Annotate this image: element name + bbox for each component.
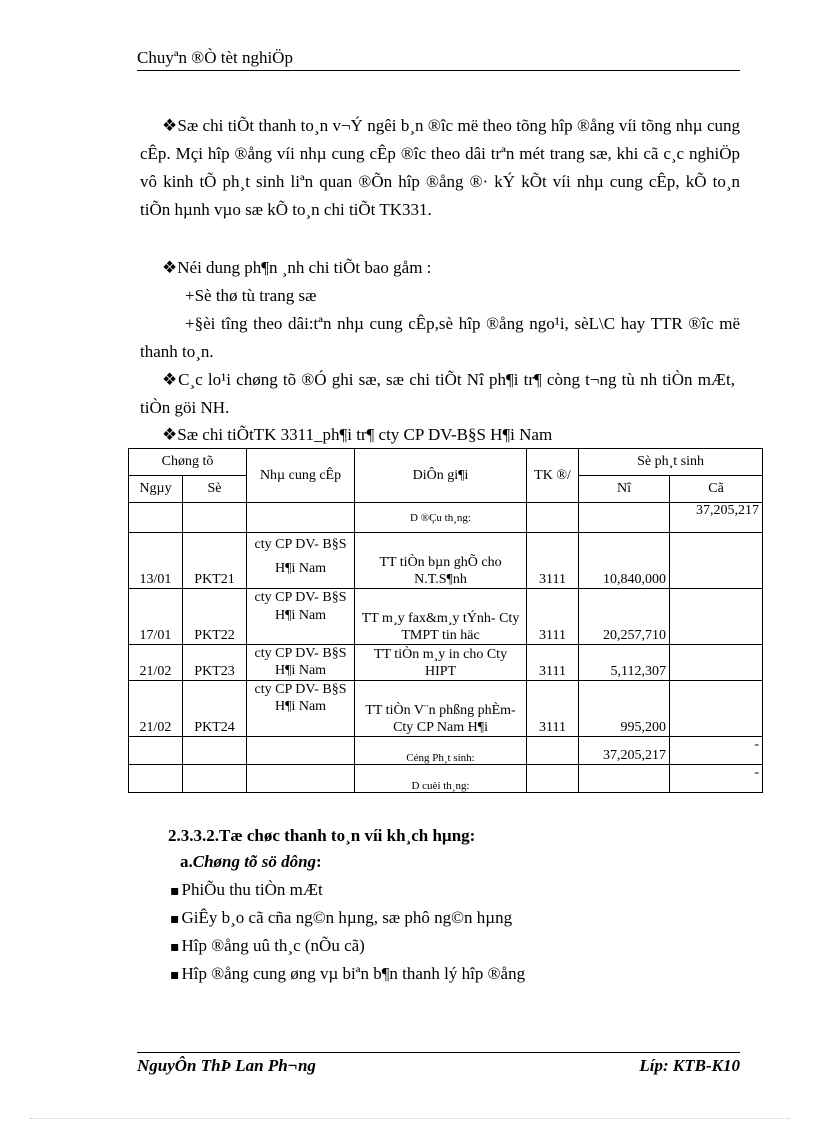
row-date: 17/01 bbox=[129, 589, 183, 645]
page-header: Chuyªn ®Ò tèt nghiÖp bbox=[137, 48, 740, 71]
row-description: TT tiÒn bµn ghÕ cho N.T.S¶nh bbox=[355, 533, 527, 589]
row-date: 21/02 bbox=[129, 681, 183, 737]
row-credit bbox=[670, 681, 763, 737]
list-item bbox=[170, 936, 365, 956]
section-subtitle bbox=[180, 852, 322, 872]
table-row-opening bbox=[129, 503, 763, 533]
header-arising: Sè ph¸t sinh bbox=[579, 449, 763, 476]
opening-label: D ®Çu th¸ng: bbox=[355, 503, 527, 533]
table-row bbox=[129, 645, 763, 681]
paragraph-tracking-object: +§èi tîng theo dâi:tªn nhµ cung cÊp,sè hîp ®ång ngo¹i, sèL\C hay TTR ®îc më thanh to¸n. bbox=[140, 314, 740, 361]
row-supplier: cty CP DV- B§S H¶i Nam bbox=[247, 589, 355, 645]
row-debit: 20,257,710 bbox=[579, 589, 670, 645]
row-supplier: cty CP DV- B§S H¶i Nam bbox=[247, 533, 355, 589]
row-debit: 10,840,000 bbox=[579, 533, 670, 589]
closing-label: D cuèi th¸ng: bbox=[355, 765, 527, 793]
row-credit bbox=[670, 533, 763, 589]
paragraph-voucher-types: ❖C¸c lo¹i chøng tõ ®Ó ghi sæ, sæ chi tiÕt Nî ph¶i tr¶ còng t¬ng tù nh tiÒn mÆt, tiÒn göi NH. bbox=[140, 370, 735, 417]
row-account: 3111 bbox=[527, 645, 579, 681]
total-credit: - bbox=[670, 737, 763, 765]
paragraph-page-number-item: +Sè thø tù trang sæ bbox=[185, 286, 317, 305]
header-credit: Cã bbox=[670, 476, 763, 503]
header-number: Sè bbox=[183, 476, 247, 503]
footer-class: Líp: KTB-K10 bbox=[639, 1056, 740, 1075]
subtitle-suffix: : bbox=[316, 852, 322, 871]
list-item-text: Hîp ®ång cung øng vµ biªn b¶n thanh lý hîp ®ång bbox=[181, 964, 526, 983]
row-description: TT m¸y fax&m¸y tÝnh- Cty TMPT tin häc bbox=[355, 589, 527, 645]
list-item bbox=[170, 908, 512, 928]
header-date: Ngµy bbox=[129, 476, 183, 503]
closing-credit: - bbox=[670, 765, 763, 793]
list-item-text: GiÊy b¸o cã cña ng©n hµng, sæ phô ng©n hµng bbox=[181, 908, 513, 927]
header-description: DiÔn gi¶i bbox=[355, 449, 527, 503]
table-row bbox=[129, 589, 763, 645]
total-label: Céng Ph¸t sinh: bbox=[355, 737, 527, 765]
header-account: TK ®/ bbox=[527, 449, 579, 503]
table-row-total bbox=[129, 737, 763, 765]
row-credit bbox=[670, 645, 763, 681]
paragraph-ledger-title: ❖Sæ chi tiÕtTK 3311_ph¶i tr¶ cty CP DV-B§S H¶i Nam bbox=[162, 425, 553, 444]
list-item bbox=[170, 964, 525, 984]
table-row bbox=[129, 681, 763, 737]
list-item bbox=[170, 880, 323, 900]
paragraph-content-intro: ❖Néi dung ph¶n ¸nh chi tiÕt bao gåm : bbox=[162, 258, 432, 277]
row-debit: 5,112,307 bbox=[579, 645, 670, 681]
paragraph-ledger-description: ❖Sæ chi tiÕt thanh to¸n v¬Ý ngêi b¸n ®îc më theo tõng hîp ®ång víi tõng nhµ cung cÊp. Mçi hîp ®ång víi nhµ cung cÊp ®îc theo dâi trªn mét trang sæ, khi cã c¸c nghiÖp vô kinh tÕ ph¸t sinh liªn quan ®Õn hîp ®ång ®· kÝ kÕt víi nhµ cung cÊp, kÕ to¸n tiÕn hµnh vµo sæ kÕ to¸n chi tiÕt TK331. bbox=[140, 116, 740, 219]
row-credit bbox=[670, 589, 763, 645]
row-date: 13/01 bbox=[129, 533, 183, 589]
row-number: PKT23 bbox=[183, 645, 247, 681]
opening-credit: 37,205,217 bbox=[670, 503, 763, 533]
row-description: TT tiÒn V¨n phßng phÈm- Cty CP Nam H¶i bbox=[355, 681, 527, 737]
header-debit: Nî bbox=[579, 476, 670, 503]
list-item-text: Hîp ®ång uû th¸c (nÕu cã) bbox=[181, 936, 365, 955]
row-account: 3111 bbox=[527, 589, 579, 645]
section-title: 2.3.3.2.Tæ chøc thanh to¸n víi kh¸ch hµng: bbox=[168, 826, 476, 845]
row-supplier: cty CP DV- B§S H¶i Nam bbox=[247, 645, 355, 681]
list-item-text: PhiÕu thu tiÒn mÆt bbox=[181, 880, 323, 899]
bullet-icon: ▪ bbox=[170, 883, 180, 899]
ledger-table bbox=[128, 448, 763, 793]
header-supplier: Nhµ cung cÊp bbox=[247, 449, 355, 503]
row-date: 21/02 bbox=[129, 645, 183, 681]
subtitle-text: Chøng tõ sö dông bbox=[192, 852, 317, 871]
row-account: 3111 bbox=[527, 681, 579, 737]
row-description: TT tiÒn m¸y in cho Cty HIPT bbox=[355, 645, 527, 681]
row-account: 3111 bbox=[527, 533, 579, 589]
table-row bbox=[129, 533, 763, 589]
page-bottom-divider bbox=[30, 1118, 790, 1119]
row-supplier: cty CP DV- B§S H¶i Nam bbox=[247, 681, 355, 737]
header-voucher: Chøng tõ bbox=[129, 449, 247, 476]
row-number: PKT21 bbox=[183, 533, 247, 589]
table-row-closing bbox=[129, 765, 763, 793]
row-number: PKT22 bbox=[183, 589, 247, 645]
total-debit: 37,205,217 bbox=[579, 737, 670, 765]
bullet-icon: ▪ bbox=[170, 939, 180, 955]
bullet-icon: ▪ bbox=[170, 911, 180, 927]
footer-author: NguyÔn ThÞ Lan Ph¬ng bbox=[137, 1056, 316, 1075]
bullet-icon: ▪ bbox=[170, 967, 180, 983]
subtitle-prefix: a. bbox=[180, 852, 193, 871]
row-number: PKT24 bbox=[183, 681, 247, 737]
footer-divider bbox=[137, 1052, 740, 1053]
row-debit: 995,200 bbox=[579, 681, 670, 737]
